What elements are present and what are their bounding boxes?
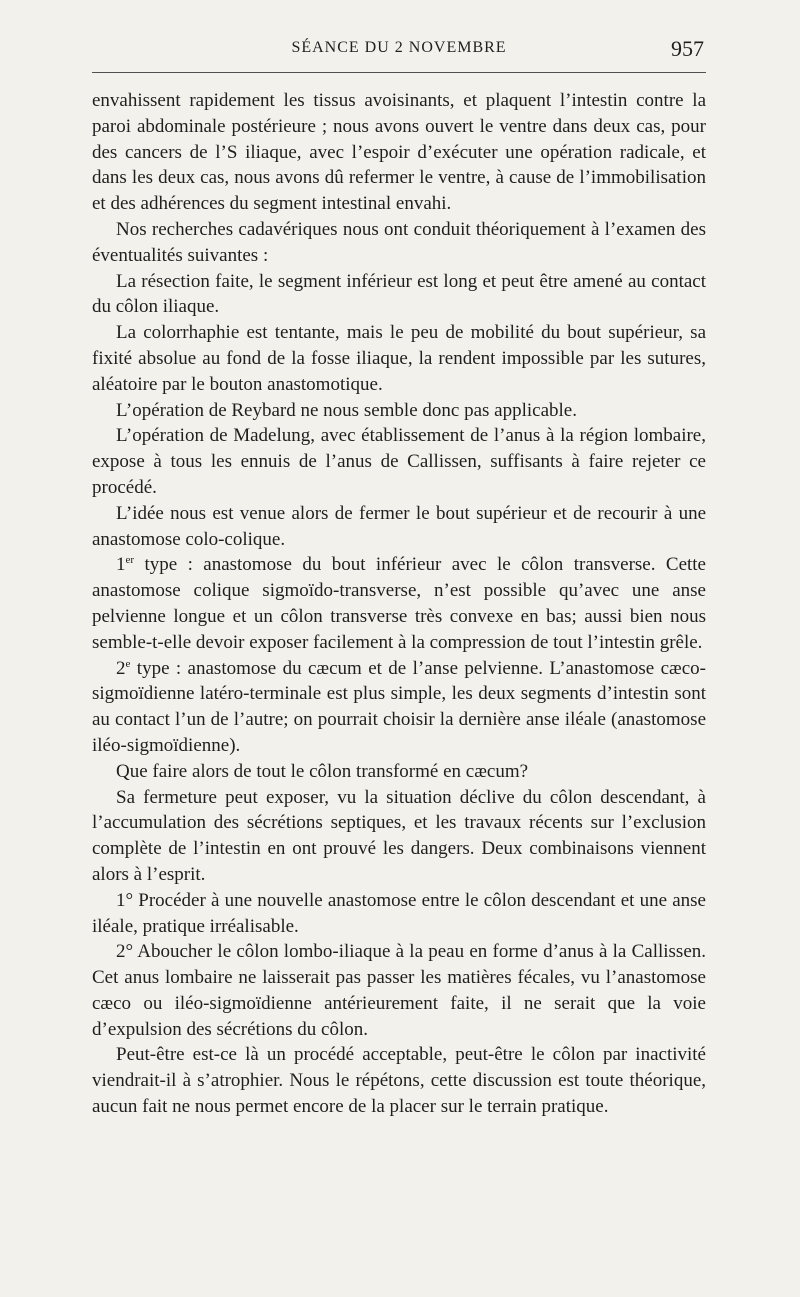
page-header — [92, 36, 706, 64]
paragraph-2: Nos recherches cadavériques nous ont conduit théoriquement à l’examen des éventualités suivantes : — [92, 218, 706, 266]
paragraph-12: 1° Procéder à une nouvelle anastomose entre le côlon descendant et une anse iléale, pratique irréalisable. — [92, 889, 706, 937]
type-1-number: 1 — [116, 554, 126, 576]
paragraph-type-2 — [92, 656, 706, 759]
header-rule — [92, 72, 706, 73]
paragraph-14: Peut-être est-ce là un procédé acceptable, peut-être le côlon par inactivité viendrait-il à s’atrophier. Nous le répétons, cette discussion est toute théorique, aucun fait ne nous permet encore de la placer sur le terrain pratique. — [92, 1044, 706, 1118]
type-2-number: 2 — [116, 657, 126, 679]
body-text — [92, 88, 706, 1120]
paragraph-3: La résection faite, le segment inférieur est long et peut être amené au contact du côlon iliaque. — [92, 270, 706, 318]
type-1-superscript: er — [125, 554, 135, 567]
paragraph-5: L’opération de Reybard ne nous semble donc pas applicable. — [116, 399, 577, 421]
paragraph-6: L’opération de Madelung, avec établissement de l’anus à la région lombaire, expose à tous les ennuis de l’anus de Callissen, suffisants à faire rejeter ce procédé. — [92, 425, 706, 498]
type-2-text: type : anastomose du cæcum et de l’anse pelvienne. L’anastomose cæco-sigmoïdienne latéro-terminale est plus simple, les deux segments d’intestin sont au contact l’un de l’autre; on pourrait choisir la dernière anse iléale (anastomose iléo-sigmoïdienne). — [92, 657, 706, 756]
paragraph-13: 2° Aboucher le côlon lombo-iliaque à la peau en forme d’anus à la Callissen. Cet anus lombaire ne laisserait pas passer les matières fécales, vu l’anastomose cæco ou iléo-sigmoïdienne antérieurement faite, il ne serait que la voie d’expulsion des sécrétions du côlon. — [92, 941, 706, 1040]
paragraph-7: L’idée nous est venue alors de fermer le bout supérieur et de recourir à une anastomose colo-colique. — [92, 502, 706, 550]
paragraph-1: envahissent rapidement les tissus avoisinants, et plaquent l’intestin contre la paroi abdominale postérieure ; nous avons ouvert le ventre dans deux cas, pour des cancers de l’S iliaque, avec l’espoir d’exécuter une opération radicale, et dans les deux cas, nous avons dû refermer le ventre, à cause de l’immobilisation et des adhérences du segment intestinal envahi. — [92, 90, 706, 215]
paragraph-4: La colorrhaphie est tentante, mais le peu de mobilité du bout supérieur, sa fixité absolue au fond de la fosse iliaque, la rendent impossible par les sutures, aléatoire par le bouton anastomotique. — [92, 322, 706, 395]
paragraph-10: Que faire alors de tout le côlon transformé en cæcum? — [116, 760, 529, 782]
page-number: 957 — [671, 36, 704, 61]
paragraph-type-1 — [92, 552, 706, 655]
type-1-text: type : anastomose du bout inférieur avec le côlon transverse. Cette anastomose colique sigmoïdo-transverse, n’est possible qu’avec une anse pelvienne longue et un côlon transverse très convexe en bas; aussi bien nous semble-t-elle devoir exposer facilement à la compression de tout l’intestin grêle. — [92, 554, 706, 653]
paragraph-11: Sa fermeture peut exposer, vu la situation déclive du côlon descendant, à l’accumulation des sécrétions septiques, et les travaux récents sur l’exclusion complète de l’intestin en ont prouvé les dangers. Deux combinaisons viennent alors à l’esprit. — [92, 786, 706, 885]
running-title: SÉANCE DU 2 NOVEMBRE — [291, 39, 507, 56]
type-2-superscript: e — [125, 657, 131, 670]
